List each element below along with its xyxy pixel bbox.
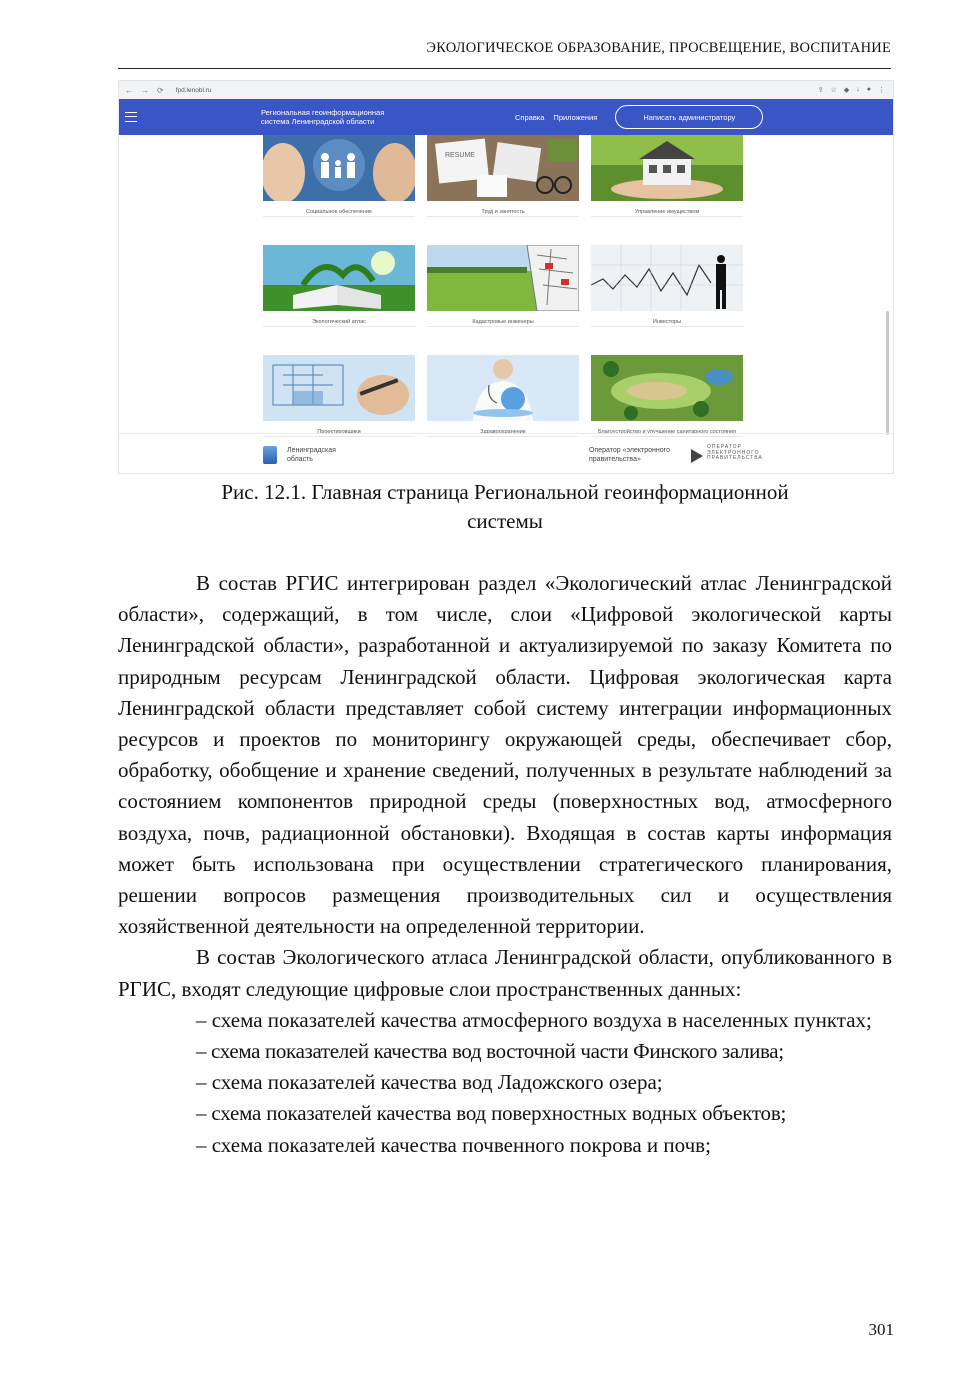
browser-toolbar	[119, 81, 893, 100]
blueprint-icon	[263, 355, 415, 421]
tile-label: Благоустройство и улучшение санитарного состояния	[597, 429, 737, 435]
download-icon[interactable]: ↓	[856, 86, 860, 93]
address-bar[interactable]: fpd.lenobl.ru	[175, 86, 212, 94]
page-number: 301	[868, 1320, 894, 1339]
footer-operator-line: правительства»	[589, 456, 641, 463]
field-plan-icon	[427, 245, 579, 311]
nav-apps-link[interactable]: Приложения	[553, 112, 598, 122]
divider	[427, 216, 579, 217]
forward-icon[interactable]: →	[141, 85, 149, 95]
scrollbar[interactable]	[886, 311, 889, 435]
nav-help-link[interactable]: Справка	[515, 112, 545, 122]
app-title	[261, 108, 411, 126]
tile-cadastral[interactable]	[427, 245, 579, 351]
tile-eco-atlas[interactable]	[263, 245, 415, 351]
family-hands-icon	[263, 135, 415, 201]
tile-label: Кадастровые инженеры	[472, 319, 534, 325]
operator-logo	[707, 445, 763, 462]
operator-logo-line: ПРАВИТЕЛЬСТВА	[707, 455, 763, 461]
tile-label: Проектировщики	[317, 429, 361, 435]
list-item: – схема показателей качества вод поверхностных водных объектов;	[196, 1101, 787, 1126]
tile-label: Социальное обеспечение	[306, 209, 372, 215]
divider	[427, 326, 579, 327]
footer-operator[interactable]	[589, 446, 670, 464]
divider	[591, 326, 743, 327]
doctor-icon	[427, 355, 579, 421]
paragraph: В состав Экологического атласа Ленинградской области, опубликованного в РГИС, входят следующие цифровые слои пространственных данных:	[118, 945, 892, 1001]
tile-label: Экологический атлас	[312, 319, 366, 325]
list-item: – схема показателей качества вод восточной части Финского залива;	[196, 1039, 784, 1064]
list-item: – схема показателей качества вод Ладожского озера;	[196, 1070, 663, 1095]
tile-labor[interactable]	[427, 135, 579, 241]
divider	[263, 326, 415, 327]
list-item: – схема показателей качества почвенного покрова и почв;	[196, 1132, 711, 1157]
app-title-line: Региональная геоинформационная	[261, 108, 385, 117]
app-nav	[515, 113, 597, 122]
list-item: – схема показателей качества атмосферного воздуха в населенных пунктах;	[196, 1007, 872, 1032]
category-grid	[263, 135, 745, 433]
tile-label: Здравоохранение	[480, 429, 526, 435]
figure-screenshot	[118, 80, 894, 474]
tile-investors[interactable]	[591, 245, 743, 351]
reload-icon[interactable]: ⟳	[157, 85, 164, 95]
write-admin-button[interactable]: Написать администратору	[615, 105, 763, 129]
divider	[263, 216, 415, 217]
page-footer	[119, 433, 893, 474]
park-icon	[591, 355, 743, 421]
house-in-hand-icon	[591, 135, 743, 201]
green-book-icon	[263, 245, 415, 311]
svg-text:RESUME: RESUME	[445, 152, 475, 159]
paragraph: В состав РГИС интегрирован раздел «Экологический атлас Ленинградской области», содержащий, в том числе, слои «Цифровой экологической карты Ленинградской области», разработанной и актуализируемой по заказу Комитета по природным ресурсам Ленинградской области. Цифровая экологическая карта Ленинградской области представляет собой систему интеграции информационных ресурсов и проектов по мониторингу окружающей среды, обеспечивает сбор, обработку, обобщение и хранение сведений, полученных в результате наблюдений за состоянием компонентов природной среды (поверхностных вод, атмосферного воздуха, почв, радиационной обстановки). Входящая в состав карты информация может быть использована при осуществлении стратегического планирования, решении вопросов размещения производительных сил и осуществления хозяйственной деятельности на определенной территории.	[118, 571, 892, 939]
tile-label: Труд и занятость	[481, 209, 525, 215]
footer-region[interactable]	[287, 446, 336, 464]
figure-caption	[118, 478, 892, 536]
tile-label: Инвесторы	[652, 319, 682, 325]
resume-icon	[427, 135, 579, 201]
app-header	[119, 99, 893, 135]
divider	[591, 216, 743, 217]
extensions-icon[interactable]: ◆	[843, 87, 850, 94]
share-icon[interactable]: ⇪	[817, 87, 824, 94]
app-title-line: система Ленинградской области	[261, 117, 375, 126]
back-icon[interactable]: ←	[125, 85, 133, 95]
body-text	[118, 568, 892, 1161]
tile-property[interactable]	[591, 135, 743, 241]
profile-icon[interactable]: ●	[866, 86, 871, 93]
operator-logo-line: ОПЕРАТОР	[707, 444, 742, 450]
browser-tools	[818, 86, 885, 94]
footer-region-line: область	[287, 456, 313, 463]
star-icon[interactable]: ☆	[830, 87, 837, 94]
region-crest-icon	[263, 446, 277, 464]
footer-operator-line: Оператор «электронного	[589, 447, 670, 454]
footer-region-line: Ленинградская	[287, 447, 336, 454]
running-head: ЭКОЛОГИЧЕСКОЕ ОБРАЗОВАНИЕ, ПРОСВЕЩЕНИЕ, ВОСПИТАНИЕ	[118, 40, 891, 69]
chart-man-icon	[591, 245, 743, 311]
caption-line: Рис. 12.1. Главная страница Региональной геоинформационной	[221, 480, 789, 504]
operator-play-icon	[691, 449, 703, 463]
kebab-menu-icon[interactable]: ⋮	[878, 87, 885, 94]
tile-label: Управление имуществом	[634, 209, 700, 215]
browser-nav	[125, 86, 164, 95]
caption-line: системы	[467, 509, 543, 533]
tile-social[interactable]	[263, 135, 415, 241]
operator-logo-line: ЭЛЕКТРОННОГО	[707, 449, 760, 456]
hamburger-menu-icon[interactable]	[125, 112, 137, 122]
